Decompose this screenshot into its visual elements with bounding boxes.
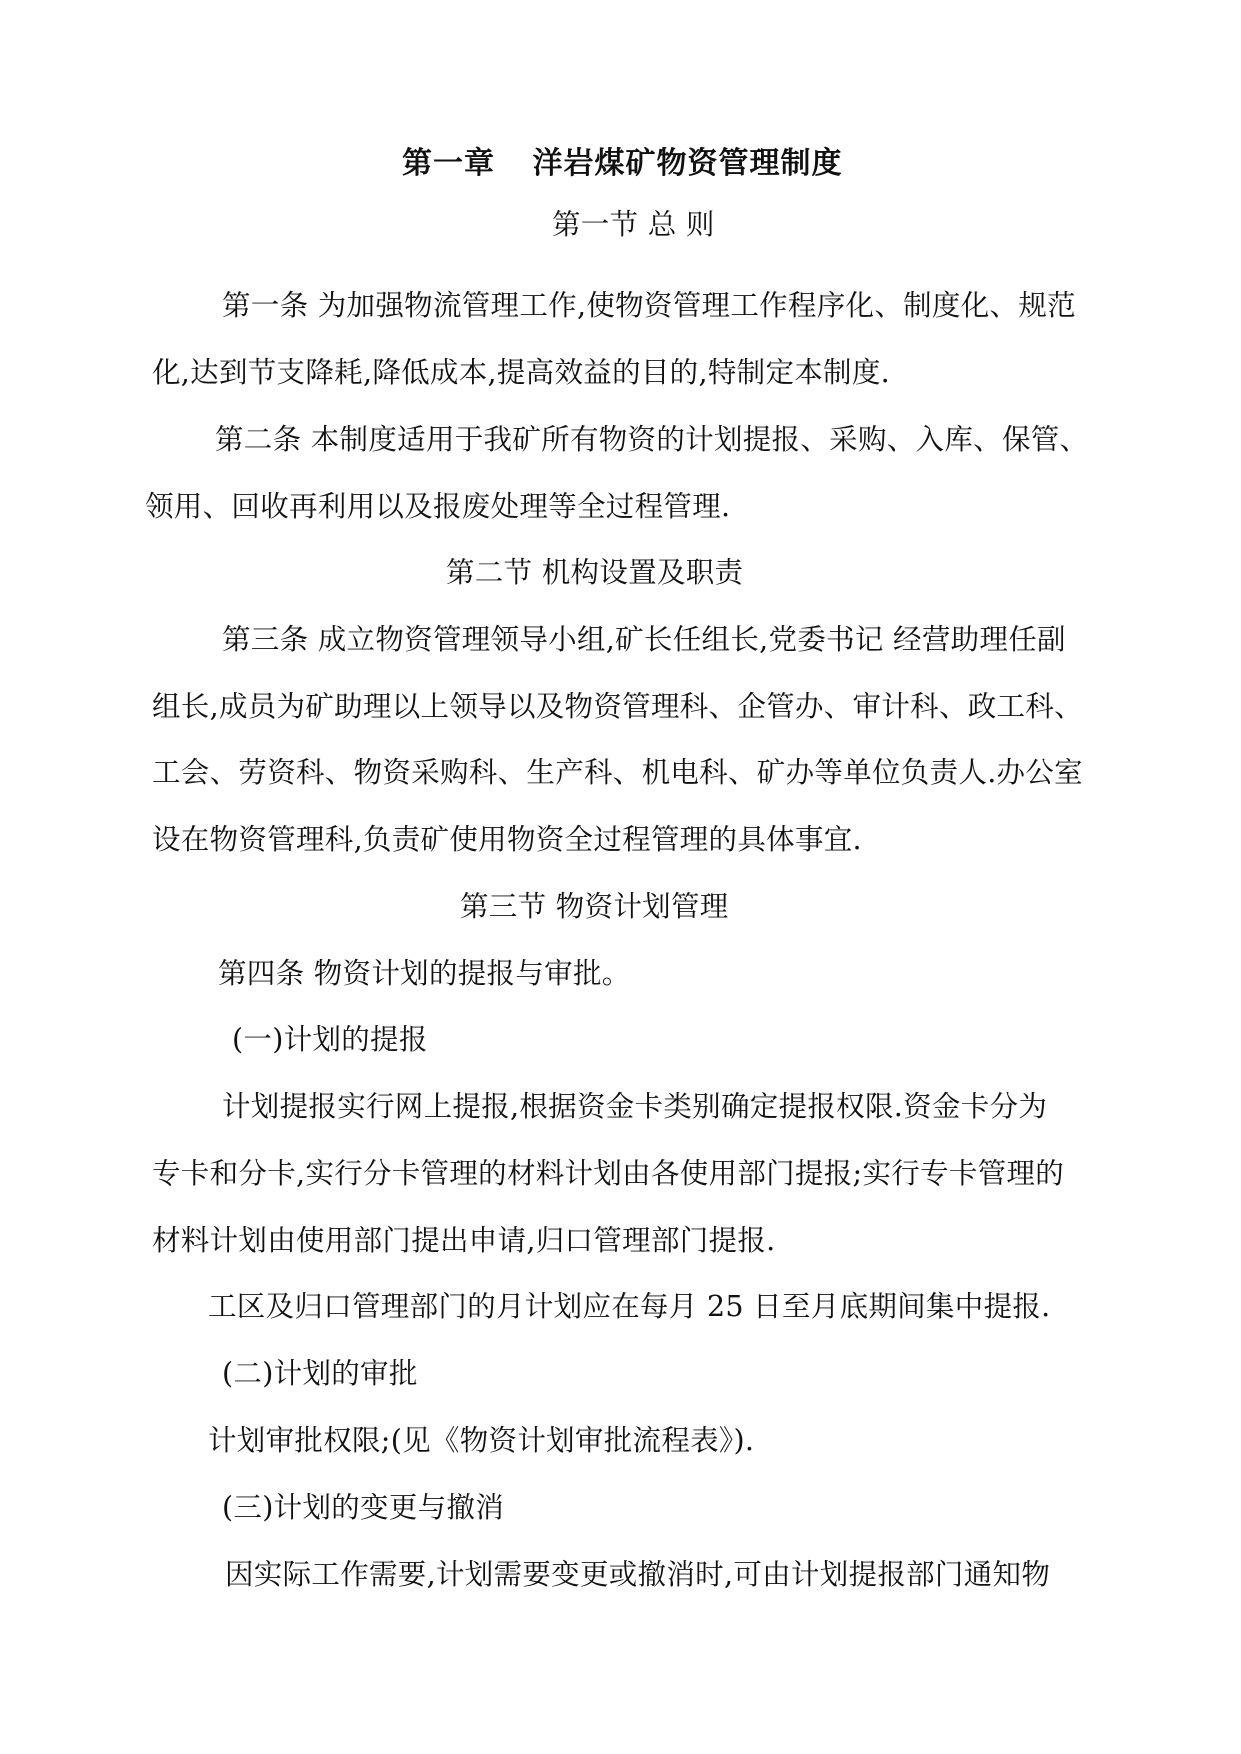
sub-1-line-2: 专卡和分卡,实行分卡管理的材料计划由各使用部门提报;实行专卡管理的 [152,1157,1065,1190]
article-3-line-4: 设在物资管理科,负责矿使用物资全过程管理的具体事宜. [152,823,862,856]
section-heading: 第一节 总 则 [552,208,715,241]
sub-3-body: 因实际工作需要,计划需要变更或撤消时,可由计划提报部门通知物 [225,1558,1051,1591]
article-3-line-3: 工会、劳资科、物资采购科、生产科、机电科、矿办等单位负责人.办公室 [152,756,1083,789]
subsection-title: (三)计划的变更与撤消 [222,1491,505,1524]
sub-1-line-1: 计划提报实行网上提报,根据资金卡类别确定提报权限.资金卡分为 [222,1090,1048,1123]
section-heading: 第二节 机构设置及职责 [446,556,744,589]
section-heading: 第三节 物资计划管理 [460,890,729,923]
article-4: 第四条 物资计划的提报与审批。 [218,957,631,990]
subsection-title: (二)计划的审批 [222,1357,418,1390]
sub-2-body: 计划审批权限;(见《物资计划审批流程表》). [208,1424,755,1457]
sub-1-note: 工区及归口管理部门的月计划应在每月 25 日至月底期间集中提报. [208,1290,1051,1323]
article-1-line-2: 化,达到节支降耗,降低成本,提高效益的目的,特制定本制度. [152,356,890,389]
article-3-line-2: 组长,成员为矿助理以上领导以及物资管理科、企管办、审计科、政工科、 [152,690,1083,723]
subsection-title: (一)计划的提报 [232,1023,428,1056]
article-2-line-2: 领用、回收再利用以及报废处理等全过程管理. [145,490,731,523]
sub-1-line-3: 材料计划由使用部门提出申请,归口管理部门提报. [152,1224,776,1257]
article-1-line-1: 第一条 为加强物流管理工作,使物资管理工作程序化、制度化、规范 [222,289,1076,322]
article-2-line-1: 第二条 本制度适用于我矿所有物资的计划提报、采购、入库、保管、 [215,423,1089,456]
article-3-line-1: 第三条 成立物资管理领导小组,矿长任组长,党委书记 经营助理任副 [222,623,1066,656]
chapter-title: 第一章 洋岩煤矿物资管理制度 [402,146,843,181]
